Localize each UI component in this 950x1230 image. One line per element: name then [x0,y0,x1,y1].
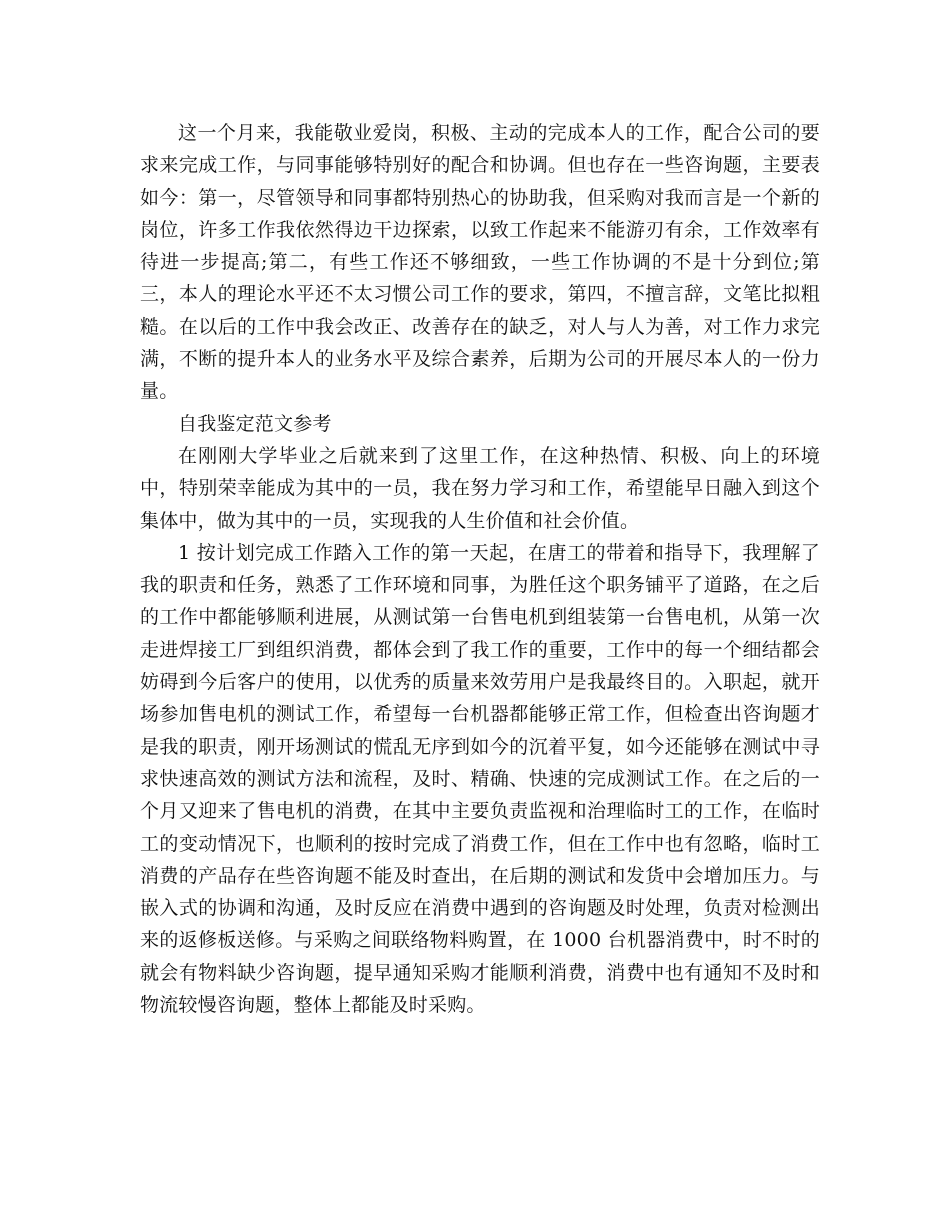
section-heading: 自我鉴定范文参考 [178,412,332,435]
paragraph-introduction: 在刚刚大学毕业之后就来到了这里工作，在这种热情、积极、向上的环境中，特别荣幸能成为其中的一员，我在努力学习和工作，希望能早日融入到这个集体中，做为其中的一员，实现我的人生价值和社会价值。 [140,444,820,532]
document-page [140,117,820,1021]
paragraph-work-summary: 这一个月来，我能敬业爱岗，积极、主动的完成本人的工作，配合公司的要求来完成工作，与同事能够特别好的配合和协调。但也存在一些咨询题，主要表如今：第一，尽管领导和同事都特别热心的协助我，但采购对我而言是一个新的岗位，许多工作我依然得边干边探索，以致工作起来不能游刃有余，工作效率有待进一步提高;第二，有些工作还不够细致，一些工作协调的不是十分到位;第三，本人的理论水平还不太习惯公司工作的要求，第四，不擅言辞，文笔比拟粗糙。在以后的工作中我会改正、改善存在的缺乏，对人与人为善，对工作力求完满，不断的提升本人的业务水平及综合素养，后期为公司的开展尽本人的一份力量。 [140,122,820,403]
paragraph-work-plan: 1 按计划完成工作踏入工作的第一天起，在唐工的带着和指导下，我理解了我的职责和任务，熟悉了工作环境和同事，为胜任这个职务铺平了道路，在之后的工作中都能够顺利进展，从测试第一台售电机到组装第一台售电机，从第一次走进焊接工厂到组织消费，都体会到了我工作的重要，工作中的每一个细结都会妨碍到今后客户的使用，以优秀的质量来效劳用户是我最终目的。入职起，就开场参加售电机的测试工作，希望每一台机器都能够正常工作，但检查出咨询题才是我的职责，刚开场测试的慌乱无序到如今的沉着平复，如今还能够在测试中寻求快速高效的测试方法和流程，及时、精确、快速的完成测试工作。在之后的一个月又迎来了售电机的消费，在其中主要负责监视和治理临时工的工作，在临时工的变动情况下，也顺利的按时完成了消费工作，但在工作中也有忽略，临时工消费的产品存在些咨询题不能及时查出，在后期的测试和发货中会增加压力。与嵌入式的协调和沟通，及时反应在消费中遇到的咨询题及时处理，负责对检测出来的返修板送修。与采购之间联络物料购置，在 1000 台机器消费中，时不时的就会有物料缺少咨询题，提早通知采购才能顺利消费，消费中也有通知不及时和物流较慢咨询题，整体上都能及时采购。 [140,541,820,1017]
